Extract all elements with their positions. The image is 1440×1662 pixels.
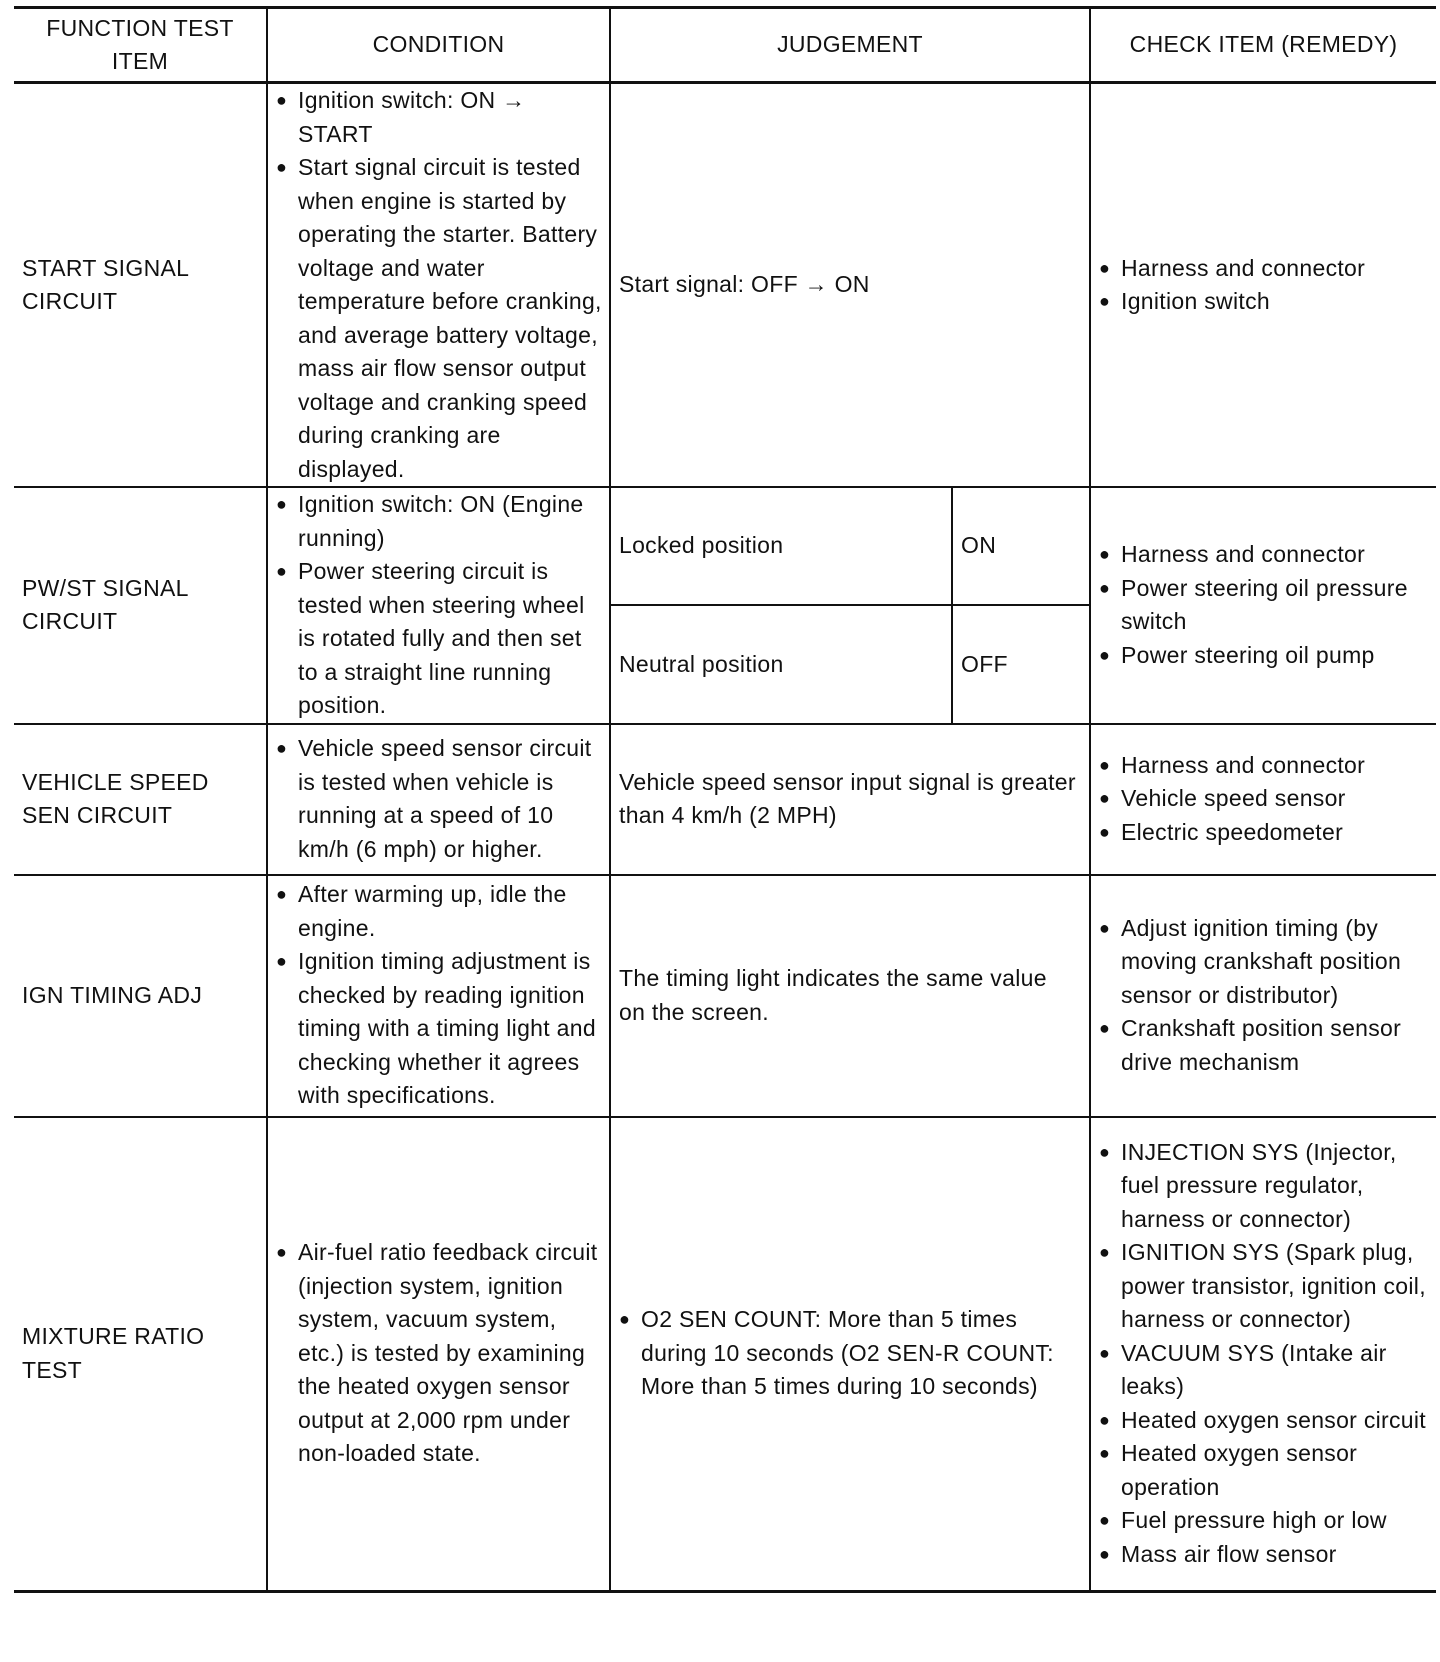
bullet-icon: ● <box>1099 1141 1111 1162</box>
check-bullet: ● Power steering oil pump <box>1099 639 1432 673</box>
table-row <box>14 875 1436 1117</box>
check-cell <box>1090 83 1436 488</box>
function-test-table-document <box>14 6 1436 1593</box>
condition-bullet: ● Vehicle speed sensor circuit is tested when vehicle is running at a speed of 10 km/h (6 mph) or higher. <box>276 732 603 866</box>
check-bullet: ● Harness and connector <box>1099 252 1432 286</box>
check-bullet: ● Harness and connector <box>1099 749 1432 783</box>
check-bullet: ● Vehicle speed sensor <box>1099 782 1432 816</box>
condition-bullet: ● Ignition switch: ON → START <box>276 84 603 151</box>
condition-cell <box>267 875 610 1117</box>
judgement-cell <box>610 1117 1090 1592</box>
bullet-icon: ● <box>1099 1443 1111 1464</box>
check-bullet: ● Power steering oil pressure switch <box>1099 572 1432 639</box>
bullet-icon: ● <box>1099 1242 1111 1263</box>
bullet-icon: ● <box>1099 644 1111 665</box>
check-bullet: ● Mass air flow sensor <box>1099 1538 1432 1572</box>
condition-bullet: ● After warming up, idle the engine. <box>276 878 603 945</box>
bullet-icon: ● <box>1099 1543 1111 1564</box>
condition-cell <box>267 83 610 488</box>
bullet-icon: ● <box>276 157 288 177</box>
bullet-icon: ● <box>1099 577 1111 598</box>
check-cell <box>1090 487 1436 724</box>
bullet-icon: ● <box>1099 544 1111 565</box>
item-cell: IGN TIMING ADJ <box>14 875 267 1117</box>
condition-bullet: ● Ignition switch: ON (Engine running) <box>276 488 603 555</box>
bullet-icon: ● <box>276 561 288 581</box>
check-cell <box>1090 1117 1436 1592</box>
check-bullet: ● Electric speedometer <box>1099 816 1432 850</box>
check-bullet: ● Crankshaft position sensor drive mechanism <box>1099 1012 1432 1079</box>
judgement-bullet: ● O2 SEN COUNT: More than 5 times during 10 seconds (O2 SEN-R COUNT: More than 5 times during 10 seconds) <box>619 1303 1079 1404</box>
bullet-icon: ● <box>1099 754 1111 775</box>
check-bullet: ● Heated oxygen sensor operation <box>1099 1437 1432 1504</box>
item-cell: START SIGNAL CIRCUIT <box>14 83 267 488</box>
item-cell: PW/ST SIGNAL CIRCUIT <box>14 487 267 724</box>
judgement-state-cell: ON <box>952 487 1090 605</box>
bullet-icon: ● <box>1099 917 1111 938</box>
bullet-icon: ● <box>276 884 288 905</box>
check-bullet: ● INJECTION SYS (Injector, fuel pressure regulator, harness or connector) <box>1099 1136 1432 1237</box>
function-test-table <box>14 6 1436 1593</box>
table-row <box>14 724 1436 875</box>
header-function-test-item: FUNCTION TEST ITEM <box>14 8 267 83</box>
judgement-cell: Vehicle speed sensor input signal is greater than 4 km/h (2 MPH) <box>610 724 1090 875</box>
bullet-icon: ● <box>276 951 288 972</box>
bullet-icon: ● <box>1099 257 1111 278</box>
header-condition: CONDITION <box>267 8 610 83</box>
bullet-icon: ● <box>1099 1409 1111 1430</box>
check-bullet: ● Heated oxygen sensor circuit <box>1099 1404 1432 1438</box>
condition-bullet: ● Start signal circuit is tested when engine is started by operating the starter. Battery voltage and water temperature before cranking, and average battery voltage, mass air flow sensor output voltage and cranking speed during cranking are displayed. <box>276 151 603 486</box>
table-row <box>14 83 1436 488</box>
check-bullet: ● Ignition switch <box>1099 285 1432 319</box>
condition-bullet: ● Ignition timing adjustment is checked by reading ignition timing with a timing light and checking whether it agrees with specifications. <box>276 945 603 1113</box>
condition-cell <box>267 487 610 724</box>
check-bullet: ● IGNITION SYS (Spark plug, power transistor, ignition coil, harness or connector) <box>1099 1236 1432 1337</box>
bullet-icon: ● <box>1099 1342 1111 1363</box>
bullet-icon: ● <box>1099 291 1111 311</box>
condition-cell <box>267 1117 610 1592</box>
bullet-icon: ● <box>276 738 288 758</box>
bullet-icon: ● <box>276 90 288 110</box>
bullet-icon: ● <box>1099 821 1111 842</box>
condition-bullet: ● Air-fuel ratio feedback circuit (injection system, ignition system, vacuum system, etc.) is tested by examining the heated oxygen sensor output at 2,000 rpm under non-loaded state. <box>276 1236 603 1471</box>
table-row <box>14 1117 1436 1592</box>
condition-bullet: ● Power steering circuit is tested when steering wheel is rotated fully and then set to a straight line running position. <box>276 555 603 723</box>
bullet-icon: ● <box>276 1242 288 1263</box>
bullet-icon: ● <box>276 494 288 514</box>
header-row <box>14 8 1436 83</box>
check-bullet: ● Fuel pressure high or low <box>1099 1504 1432 1538</box>
header-check-item: CHECK ITEM (REMEDY) <box>1090 8 1436 83</box>
judgement-state-cell: OFF <box>952 605 1090 723</box>
bullet-icon: ● <box>1099 1510 1111 1531</box>
bullet-icon: ● <box>1099 1018 1111 1039</box>
item-cell: VEHICLE SPEED SEN CIRCUIT <box>14 724 267 875</box>
judgement-position-cell: Neutral position <box>610 605 952 723</box>
check-bullet: ● VACUUM SYS (Intake air leaks) <box>1099 1337 1432 1404</box>
condition-cell <box>267 724 610 875</box>
check-cell <box>1090 724 1436 875</box>
judgement-cell: Start signal: OFF → ON <box>610 83 1090 488</box>
item-cell: MIXTURE RATIO TEST <box>14 1117 267 1592</box>
judgement-cell: The timing light indicates the same value on the screen. <box>610 875 1090 1117</box>
check-cell <box>1090 875 1436 1117</box>
check-bullet: ● Adjust ignition timing (by moving crankshaft position sensor or distributor) <box>1099 912 1432 1013</box>
check-bullet: ● Harness and connector <box>1099 538 1432 572</box>
header-judgement: JUDGEMENT <box>610 8 1090 83</box>
bullet-icon: ● <box>619 1309 631 1330</box>
bullet-icon: ● <box>1099 788 1111 809</box>
table-row <box>14 487 1436 605</box>
judgement-position-cell: Locked position <box>610 487 952 605</box>
